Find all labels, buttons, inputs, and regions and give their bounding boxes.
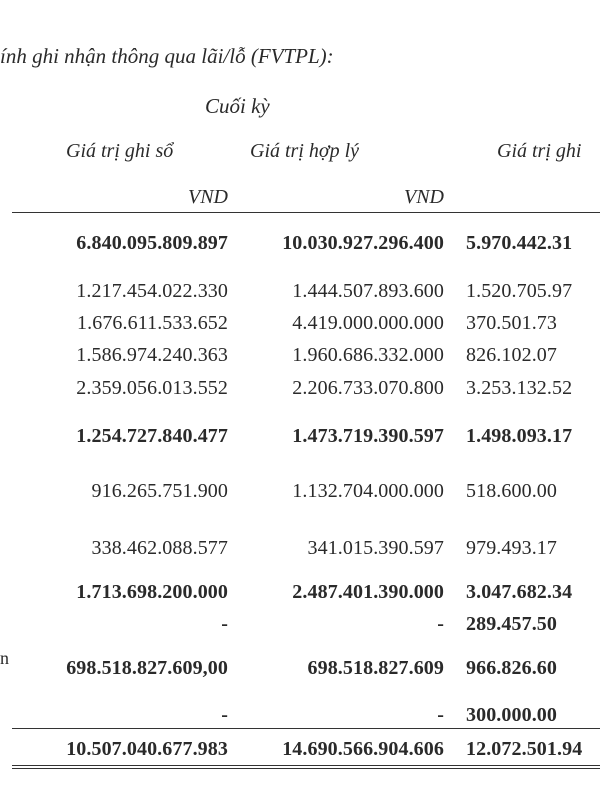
column-header-book-value-prior: Giá trị ghi bbox=[497, 140, 582, 162]
period-heading: Cuối kỳ bbox=[205, 94, 270, 118]
table-cell: 4.419.000.000.000 bbox=[292, 312, 444, 334]
table-cell: 979.493.17 bbox=[466, 537, 557, 559]
table-cell: 2.487.401.390.000 bbox=[292, 581, 444, 603]
column-header-fair-value: Giá trị hợp lý bbox=[250, 140, 360, 162]
total-divider-bottom-2 bbox=[12, 768, 600, 769]
column-header-book-value: Giá trị ghi sổ bbox=[66, 140, 174, 162]
table-cell: 1.473.719.390.597 bbox=[292, 425, 444, 447]
table-cell: 698.518.827.609 bbox=[307, 657, 444, 679]
table-cell: 518.600.00 bbox=[466, 480, 557, 502]
table-cell: 1.498.093.17 bbox=[466, 425, 573, 447]
table-cell: 338.462.088.577 bbox=[91, 537, 228, 559]
header-divider bbox=[12, 212, 600, 213]
table-cell: 12.072.501.94 bbox=[466, 738, 583, 760]
table-cell: - bbox=[437, 613, 444, 635]
table-cell: 289.457.50 bbox=[466, 613, 557, 635]
table-cell: - bbox=[221, 613, 228, 635]
unit-label-col2: VND bbox=[404, 186, 444, 208]
table-cell: 2.359.056.013.552 bbox=[76, 377, 228, 399]
table-cell: 916.265.751.900 bbox=[91, 480, 228, 502]
table-cell: 2.206.733.070.800 bbox=[292, 377, 444, 399]
table-cell: 5.970.442.31 bbox=[466, 232, 573, 254]
table-cell: 1.520.705.97 bbox=[466, 280, 573, 302]
section-title: ính ghi nhận thông qua lãi/lỗ (FVTPL): bbox=[0, 44, 334, 68]
total-divider-bottom-1 bbox=[12, 765, 600, 766]
table-cell: 3.253.132.52 bbox=[466, 377, 573, 399]
table-cell: 10.507.040.677.983 bbox=[66, 738, 228, 760]
table-cell: 1.676.611.533.652 bbox=[77, 312, 228, 334]
table-cell: 1.960.686.332.000 bbox=[292, 344, 444, 366]
table-cell: 1.254.727.840.477 bbox=[76, 425, 228, 447]
table-cell: 341.015.390.597 bbox=[307, 537, 444, 559]
table-cell: 370.501.73 bbox=[466, 312, 557, 334]
table-cell: - bbox=[437, 704, 444, 726]
left-text-fragment: n bbox=[0, 648, 9, 668]
unit-label-col1: VND bbox=[188, 186, 228, 208]
table-cell: 14.690.566.904.606 bbox=[282, 738, 444, 760]
table-cell: - bbox=[221, 704, 228, 726]
total-divider-top bbox=[12, 728, 600, 729]
table-cell: 1.132.704.000.000 bbox=[292, 480, 444, 502]
table-cell: 1.586.974.240.363 bbox=[76, 344, 228, 366]
table-cell: 1.444.507.893.600 bbox=[292, 280, 444, 302]
table-cell: 826.102.07 bbox=[466, 344, 557, 366]
table-cell: 300.000.00 bbox=[466, 704, 557, 726]
table-cell: 10.030.927.296.400 bbox=[282, 232, 444, 254]
table-cell: 1.217.454.022.330 bbox=[76, 280, 228, 302]
table-cell: 966.826.60 bbox=[466, 657, 557, 679]
table-cell: 698.518.827.609,00 bbox=[66, 657, 228, 679]
table-cell: 3.047.682.34 bbox=[466, 581, 573, 603]
table-cell: 6.840.095.809.897 bbox=[76, 232, 228, 254]
table-cell: 1.713.698.200.000 bbox=[76, 581, 228, 603]
